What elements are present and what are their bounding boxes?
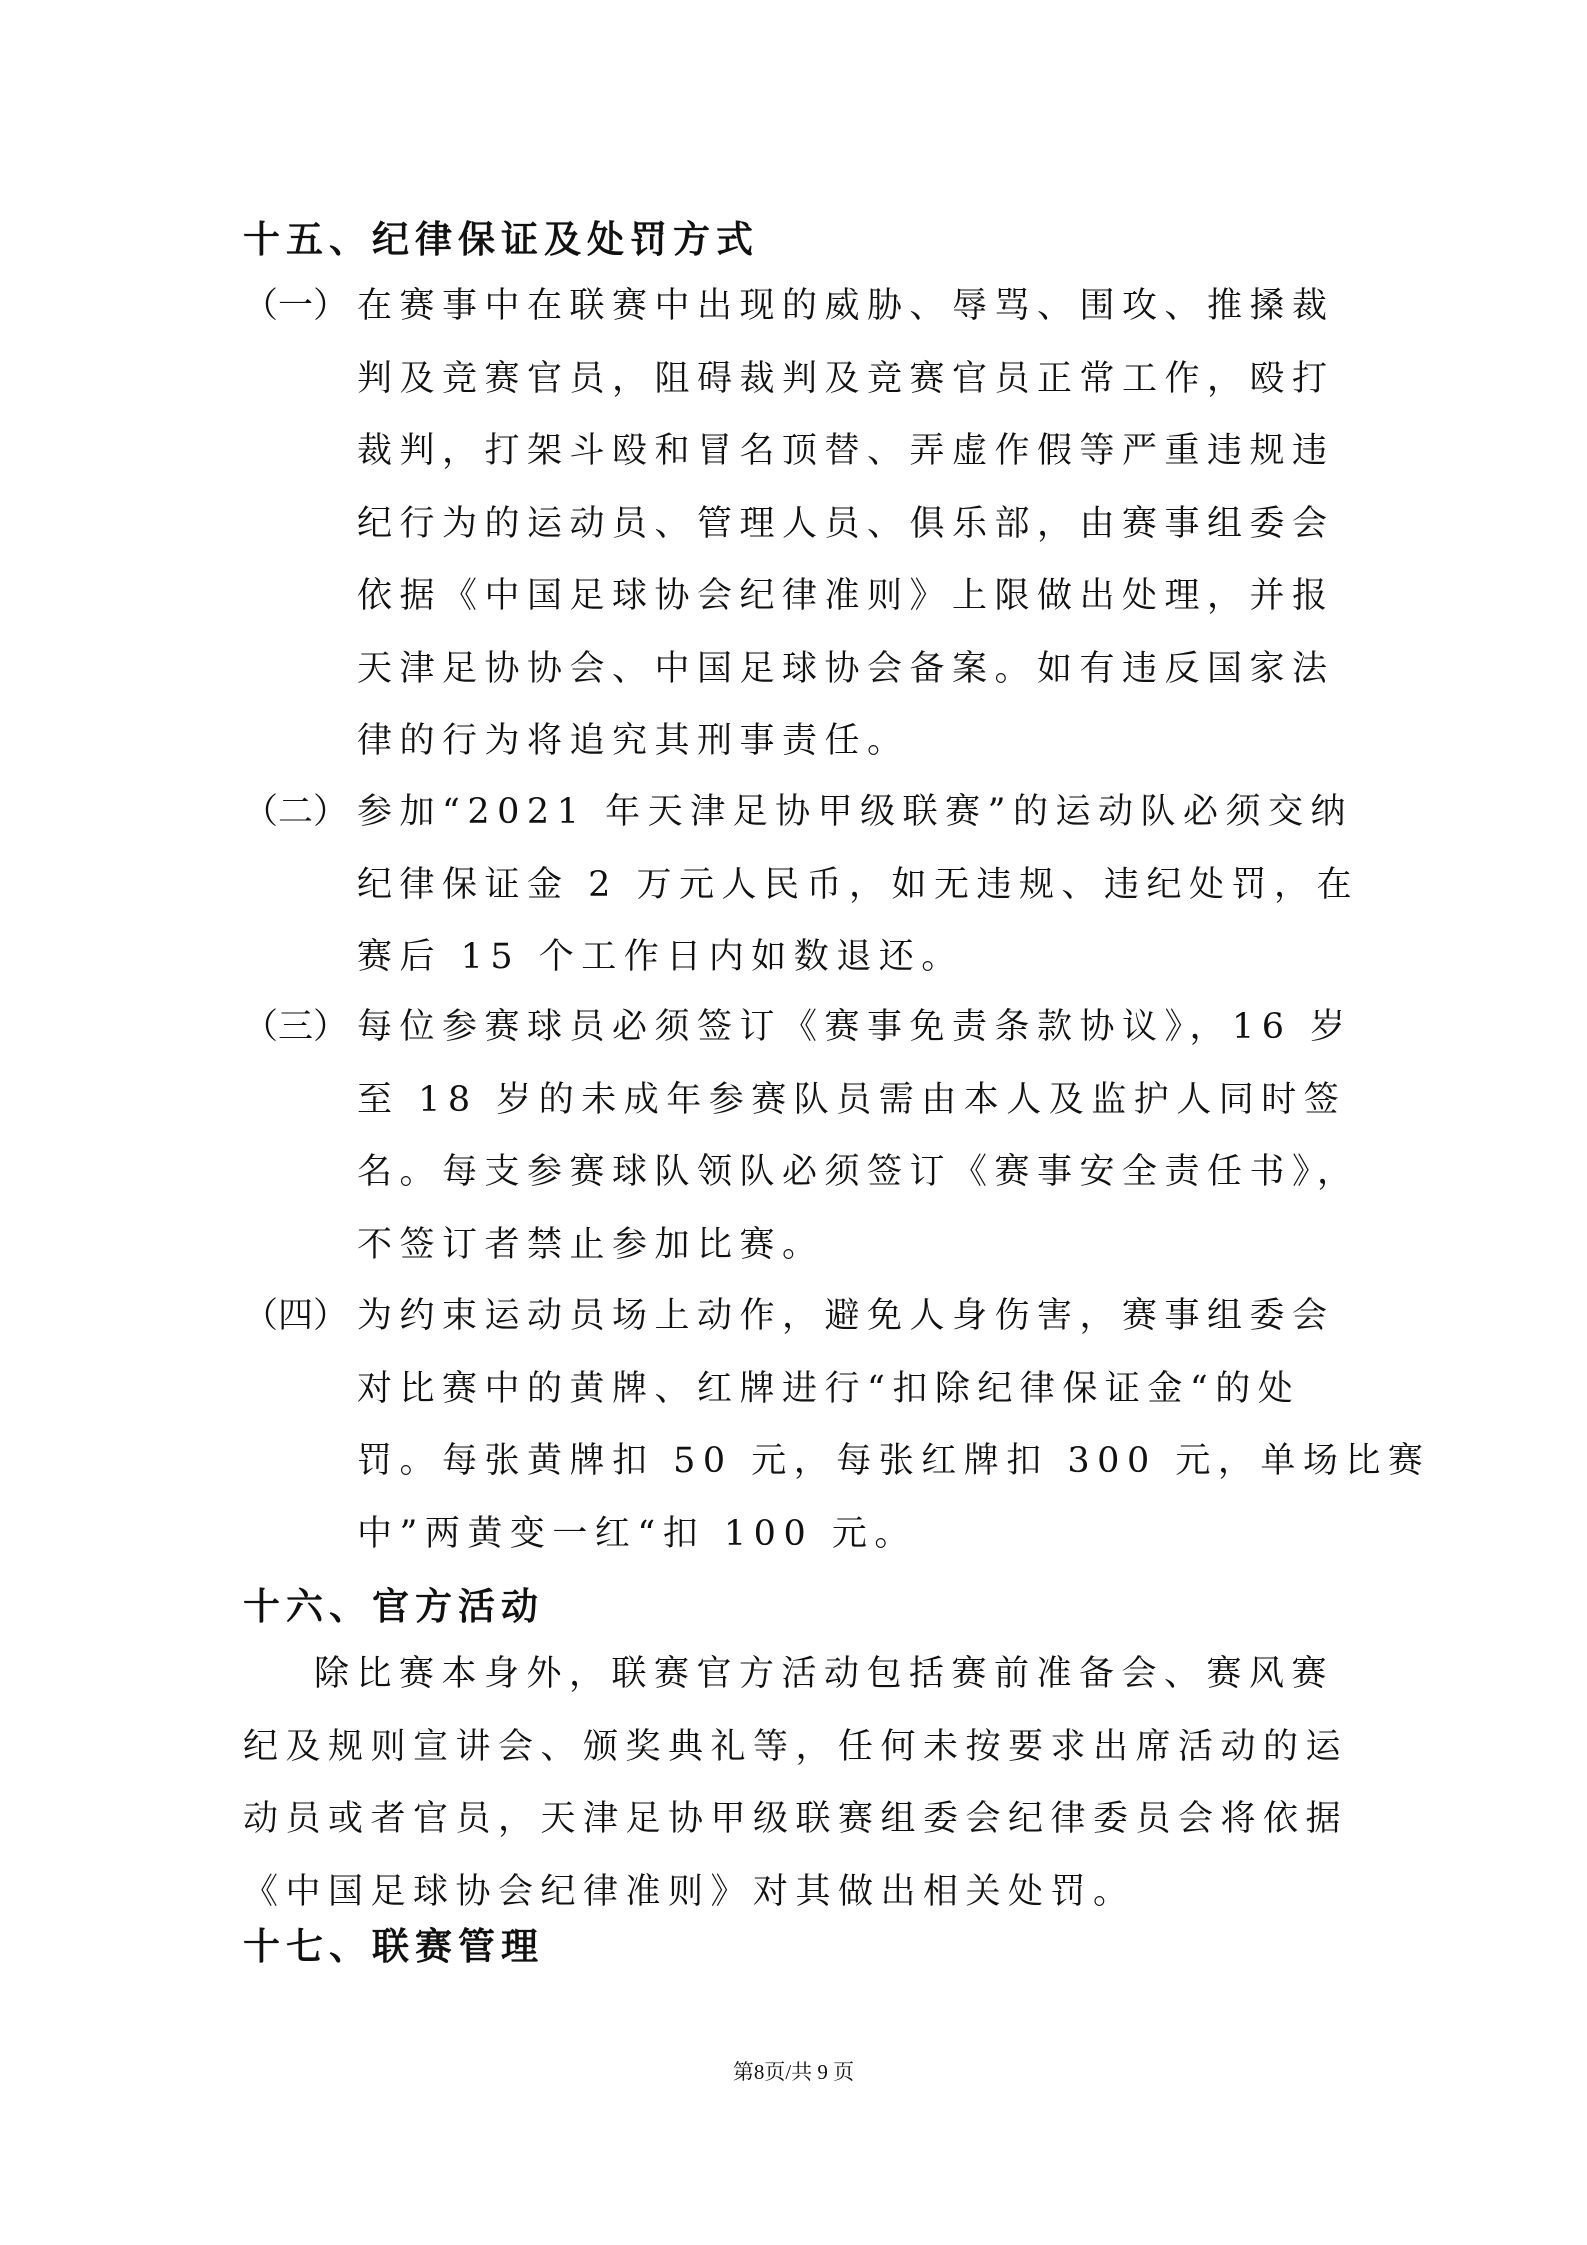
text-line: 除比赛本身外，联赛官方活动包括赛前准备会、赛风赛	[314, 1654, 1335, 1694]
text-line: 中”两黄变一红“扣 100 元。	[357, 1513, 917, 1554]
text-line: 每位参赛球员必须签订《赛事免责条款协议》，16 岁	[357, 1007, 1353, 1047]
text-line: 动员或者官员，天津足协甲级联赛组委会纪律委员会将依据	[243, 1799, 1349, 1839]
text-line: 纪律保证金 2 万元人民币，如无违规、违纪处罚，在	[357, 864, 1360, 905]
item-label: （二）	[243, 792, 349, 832]
text-line: 参加“2021 年天津足协甲级联赛”的运动队必须交纳	[357, 792, 1353, 832]
text-line: 天津足协协会、中国足球协会备案。如有违反国家法	[357, 648, 1335, 689]
section-heading-16: 十六、官方活动	[243, 1585, 544, 1628]
text-line: 依据《中国足球协会纪律准则》上限做出处理，并报	[357, 576, 1335, 616]
text-line: 对比赛中的黄牌、红牌进行“扣除纪律保证金“的处	[357, 1368, 1301, 1409]
item-label: （四）	[243, 1296, 349, 1336]
text-line: 裁判，打架斗殴和冒名顶替、弄虚作假等严重违规违	[357, 431, 1335, 471]
text-line: 罚。每张黄牌扣 50 元，每张红牌扣 300 元，单场比赛	[357, 1441, 1431, 1481]
text-line: 律的行为将追究其刑事责任。	[357, 721, 910, 761]
text-line: 名。每支参赛球队领队必须签订《赛事安全责任书》，	[357, 1152, 1360, 1192]
section-heading-15: 十五、纪律保证及处罚方式	[243, 218, 759, 261]
text-line: 赛后 15 个工作日内如数退还。	[357, 937, 964, 977]
item-label: （一）	[243, 286, 349, 326]
text-line: 纪行为的运动员、管理人员、俱乐部，由赛事组委会	[357, 503, 1335, 544]
item-label: （三）	[243, 1007, 349, 1047]
text-line: 至 18 岁的未成年参赛队员需由本人及监护人同时签	[357, 1079, 1347, 1120]
paragraph-official-activities	[243, 1638, 1348, 1928]
text-line: 为约束运动员场上动作，避免人身伤害，赛事组委会	[357, 1296, 1335, 1336]
text-line: 不签订者禁止参加比赛。	[357, 1224, 825, 1265]
section-heading-17: 十七、联赛管理	[243, 1925, 544, 1968]
text-line: 《中国足球协会纪律准则》对其做出相关处罚。	[243, 1871, 1136, 1912]
text-line: 纪及规则宣讲会、颁奖典礼等，任何未按要求出席活动的运	[243, 1726, 1349, 1767]
page-number-footer: 第8页/共 9 页	[732, 2060, 855, 2084]
text-line: 判及竞赛官员，阻碍裁判及竞赛官员正常工作，殴打	[357, 358, 1335, 399]
text-line: 在赛事中在联赛中出现的威胁、辱骂、围攻、推搡裁	[357, 286, 1335, 326]
